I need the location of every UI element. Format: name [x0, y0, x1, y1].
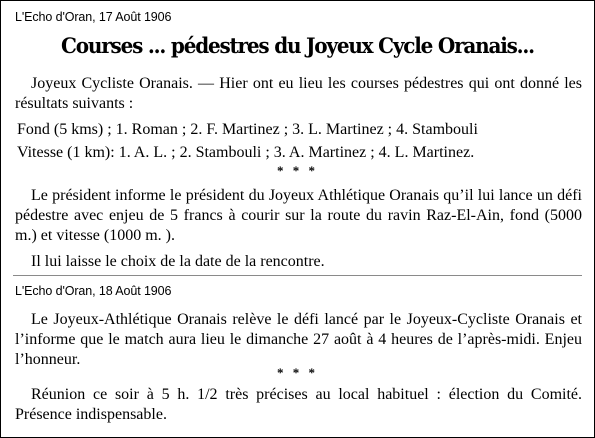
result-vitesse: Vitesse (1 km): 1. A. L. ; 2. Stambouli ; 3. A. Martinez ; 4. L. Martinez. — [17, 144, 475, 161]
headline: Courses ... pédestres du Joyeux Cycle Oranais... — [61, 34, 534, 59]
challenge-paragraph: Le président informe le président du Joyeux Athlétique Oranais qu’il lui lance un défi pédestre avec enjeu de 5 francs à courir sur la route du ravin Raz-El-Ain, fond (5000 m.) et vitesse (1000 m. ). — [15, 187, 582, 244]
intro-block — [15, 74, 582, 114]
meeting-block — [15, 385, 582, 425]
result-fond: Fond (5 kms) ; 1. Roman ; 2. F. Martinez ; 3. L. Martinez ; 4. Stambouli — [17, 121, 478, 138]
challenge-block — [15, 186, 582, 272]
reply-paragraph: Le Joyeux-Athlétique Oranais relève le défi lancé par le Joyeux-Cycliste Oranais et l’informe que le match aura lieu le dimanche 27 août à 4 heures de l’après-midi. Enjeu l’honneur. — [15, 311, 582, 368]
article-divider — [13, 275, 582, 276]
source-line-2: L'Echo d'Oran, 18 Août 1906 — [15, 284, 172, 298]
choice-paragraph: Il lui laisse le choix de la date de la rencontre. — [31, 253, 325, 270]
section-separator-2: * * * — [277, 365, 318, 380]
results-block — [15, 120, 582, 166]
intro-paragraph: Joyeux Cycliste Oranais. — Hier ont eu lieu les courses pédestres qui ont donné les résultats suivants : — [15, 75, 582, 112]
reply-block — [15, 310, 582, 370]
section-separator-1: * * * — [277, 163, 318, 178]
source-line-1: L'Echo d'Oran, 17 Août 1906 — [15, 10, 172, 24]
meeting-paragraph: Réunion ce soir à 5 h. 1/2 très précises au local habituel : élection du Comité. Présence indispensable. — [15, 386, 582, 423]
